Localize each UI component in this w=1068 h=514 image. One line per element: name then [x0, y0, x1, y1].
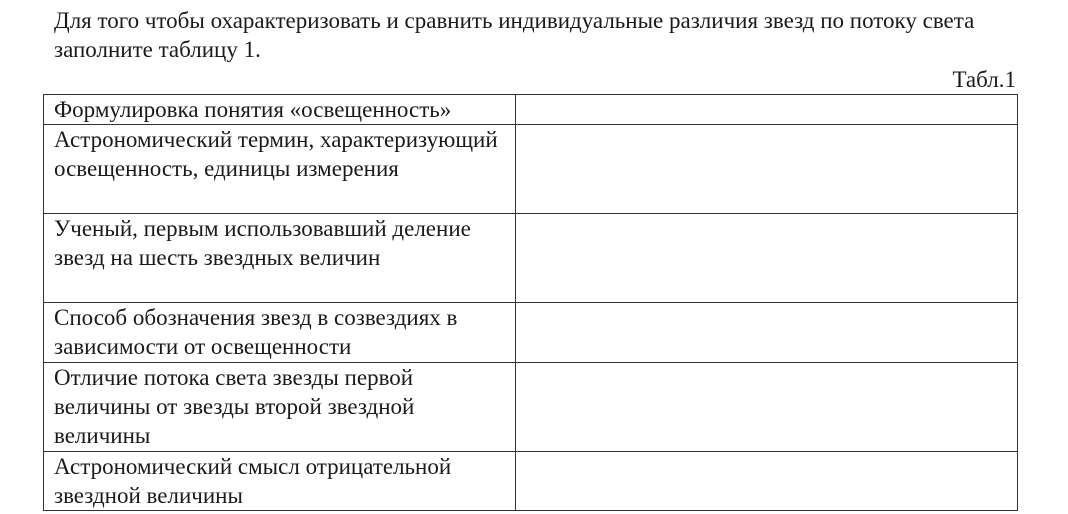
answer-cell[interactable] [516, 452, 1018, 511]
row-term: Способ обозначения звезд в созвездиях в зависимости от освещенности [44, 303, 516, 363]
table-caption: Табл.1 [952, 67, 1016, 92]
row-term: Астрономический термин, характеризующий освещенность, единицы измерения [44, 125, 516, 214]
table-row [44, 452, 1018, 511]
answer-cell[interactable] [516, 125, 1018, 214]
table-row [44, 95, 1018, 125]
answer-cell[interactable] [516, 214, 1018, 303]
table-row [44, 125, 1018, 214]
answer-cell[interactable] [516, 303, 1018, 363]
answer-cell[interactable] [516, 363, 1018, 452]
table-row [44, 303, 1018, 363]
answer-cell[interactable] [516, 95, 1018, 125]
table-row [44, 363, 1018, 452]
table-row [44, 214, 1018, 303]
row-term: Ученый, первым использовавший деление звезд на шесть звездных величин [44, 214, 516, 303]
worksheet-table [43, 94, 1018, 511]
row-term: Формулировка понятия «освещенность» [44, 95, 516, 125]
row-term: Отличие потока света звезды первой величины от звезды второй звездной величины [44, 363, 516, 452]
row-term: Астрономический смысл отрицательной звездной величины [44, 452, 516, 511]
instruction-text: Для того чтобы охарактеризовать и сравнить индивидуальные различия звезд по потоку света заполните таблицу 1. [54, 8, 975, 62]
